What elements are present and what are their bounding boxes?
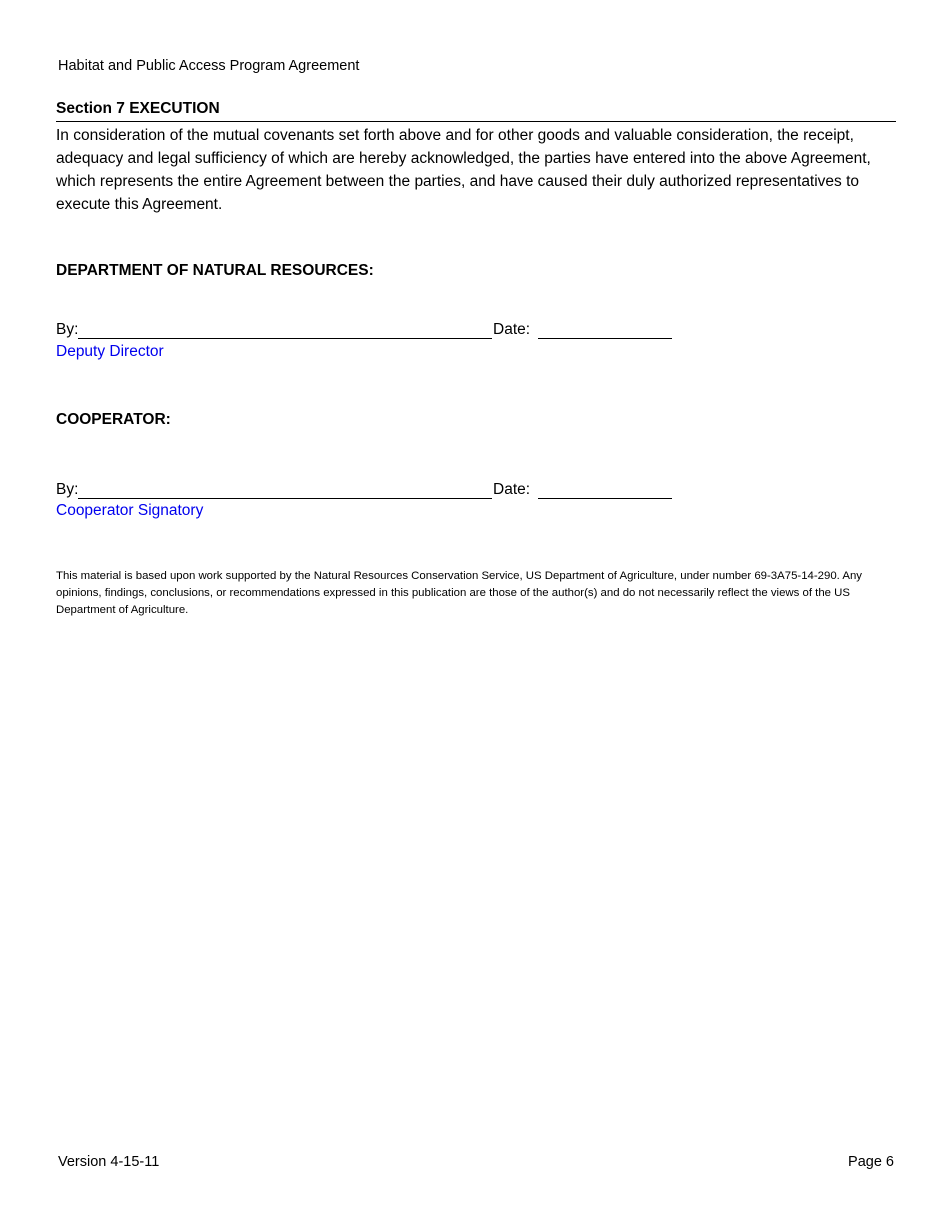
department-signature-line[interactable] [78,338,492,339]
department-role-label: Deputy Director [56,343,164,360]
department-label: DEPARTMENT OF NATURAL RESOURCES: [56,262,374,279]
footer-version: Version 4-15-11 [58,1154,160,1170]
department-signature-row [56,320,676,342]
section-body-text: In consideration of the mutual covenants set forth above and for other goods and valuable consideration, the receipt, adequacy and legal sufficiency of which are hereby acknowledged, the parties have entered into the above Agreement, which represents the entire Agreement between the parties, and have caused their duly authorized representatives to execute this Agreement. [56,127,871,213]
funding-footnote: This material is based upon work supported by the Natural Resources Conservation Service, US Department of Agriculture, under number 69-3A75-14-290. Any opinions, findings, conclusions, or recommendations expressed in this publication are those of the author(s) and do not necessarily reflect the views of the US Department of Agriculture. [56,570,862,616]
cooperator-by-label: By: [56,481,79,498]
cooperator-signature-row [56,480,676,502]
department-by-label: By: [56,321,79,338]
cooperator-label: COOPERATOR: [56,411,171,428]
cooperator-signature-line[interactable] [78,498,492,499]
cooperator-date-label: Date: [493,481,531,498]
footer-page-number: Page 6 [848,1154,894,1170]
document-header-title: Habitat and Public Access Program Agreement [58,58,360,74]
department-date-label: Date: [493,321,531,338]
cooperator-role-label: Cooperator Signatory [56,502,204,519]
cooperator-date-line[interactable] [538,498,672,499]
section-heading: Section 7 EXECUTION [56,99,896,122]
department-date-line[interactable] [538,338,672,339]
